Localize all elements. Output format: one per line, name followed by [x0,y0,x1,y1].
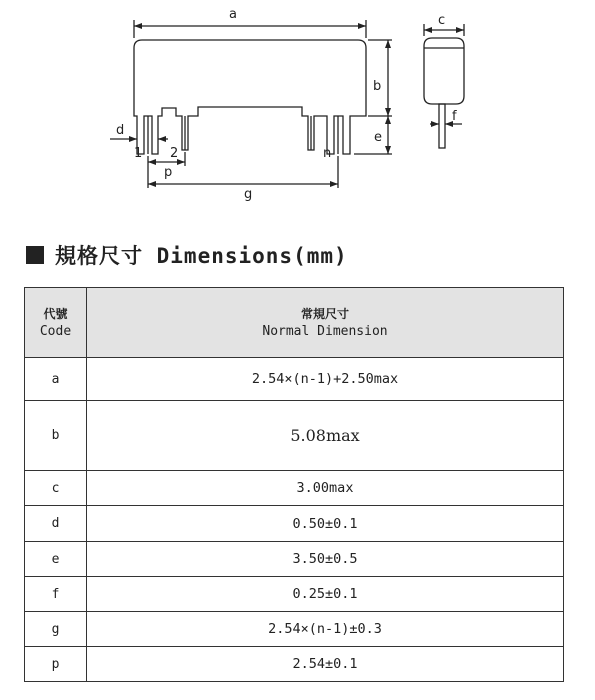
table-row [25,542,564,577]
label-b: b [373,79,382,94]
heading-title: 規格尺寸 Dimensions(mm) [55,244,348,268]
row-code: p [25,647,87,682]
row-value: 2.54×(n-1)+2.50max [87,358,564,401]
label-c: c [438,13,446,28]
label-e: e [374,130,382,145]
row-code: b [25,401,87,471]
header-code-en: Code [39,323,72,339]
row-code: a [25,358,87,401]
row-value: 0.25±0.1 [87,577,564,612]
row-code: g [25,612,87,647]
dimension-table [24,287,564,682]
label-g: g [244,187,253,202]
header-code-zh: 代號 [43,306,68,321]
row-code: d [25,506,87,542]
table-header-row [25,288,564,358]
row-code: f [25,577,87,612]
row-code: e [25,542,87,577]
relay-body-outline [134,40,366,154]
header-dimension-zh: 常規尺寸 [300,306,349,321]
row-code: c [25,471,87,506]
row-value: 5.08max [87,401,564,471]
header-dimension-en: Normal Dimension [262,323,388,339]
row-value: 2.54±0.1 [87,647,564,682]
table-row [25,358,564,401]
label-a: a [229,7,237,22]
header-code [25,288,87,358]
dimension-drawing [0,0,595,215]
row-value: 2.54×(n-1)±0.3 [87,612,564,647]
row-value: 3.50±0.5 [87,542,564,577]
table-row [25,612,564,647]
table-row [25,577,564,612]
table-row [25,647,564,682]
label-pin-2: 2 [170,146,179,161]
label-f: f [452,109,457,124]
table-row [25,401,564,471]
table-row [25,471,564,506]
row-value: 3.00max [87,471,564,506]
label-pin-n: n [323,146,332,161]
row-value: 0.50±0.1 [87,506,564,542]
label-p: p [164,165,173,180]
table-row [25,506,564,542]
header-dimension [87,288,564,358]
label-pin-1: 1 [134,146,143,161]
heading-square-bullet [26,246,44,264]
label-d: d [116,123,125,138]
section-heading [26,238,348,272]
